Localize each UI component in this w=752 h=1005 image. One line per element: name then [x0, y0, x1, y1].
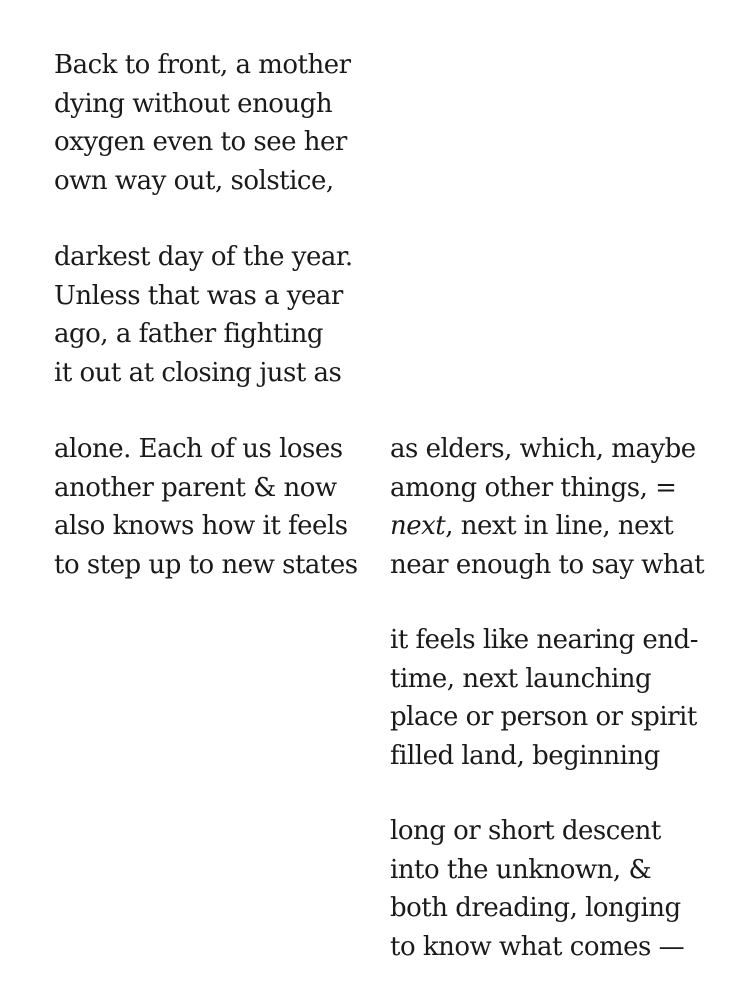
poem-line	[390, 507, 704, 546]
poem-stanza-6	[390, 812, 684, 966]
poem-line: own way out, solstice,	[54, 165, 334, 196]
poem-line: near enough to say what	[390, 549, 705, 580]
poem-line: darkest day of the year.	[54, 242, 353, 272]
poem-line: Unless that was a year	[54, 280, 343, 311]
poem-italic-word: next	[390, 511, 446, 541]
poem-stanza-2	[54, 238, 353, 392]
poem-line: as elders, which, maybe	[390, 434, 696, 464]
poem-line: also knows how it feels	[54, 511, 348, 541]
poem-line: into the unknown, &	[390, 854, 652, 885]
poem-line: among other things, =	[390, 472, 677, 503]
poem-line: oxygen even to see her	[54, 127, 347, 157]
poem-stanza-3	[54, 430, 358, 584]
poem-stanza-5	[390, 621, 698, 775]
poem-line: place or person or spirit	[390, 702, 697, 732]
poem-line: Back to front, a mother	[54, 50, 351, 80]
poem-line: long or short descent	[390, 816, 661, 846]
poem-stanza-4	[390, 430, 704, 584]
poem-line: alone. Each of us loses	[54, 434, 343, 464]
poem-line: dying without enough	[54, 88, 333, 119]
poem-line: time, next launching	[390, 663, 652, 694]
poem-line: it feels like nearing end-	[390, 625, 698, 655]
poem-line: ago, a father fighting	[54, 319, 323, 349]
poem-line: filled land, beginning	[390, 740, 660, 771]
poem-line: to step up to new states	[54, 549, 358, 580]
poem-line: it out at closing just as	[54, 357, 342, 388]
poem-line-rest: , next in line, next	[445, 511, 674, 541]
poem-line: both dreading, longing	[390, 893, 681, 923]
poem-line: another parent & now	[54, 472, 337, 503]
poem-line: to know what comes —	[390, 931, 685, 962]
poem-stanza-1	[54, 46, 351, 200]
